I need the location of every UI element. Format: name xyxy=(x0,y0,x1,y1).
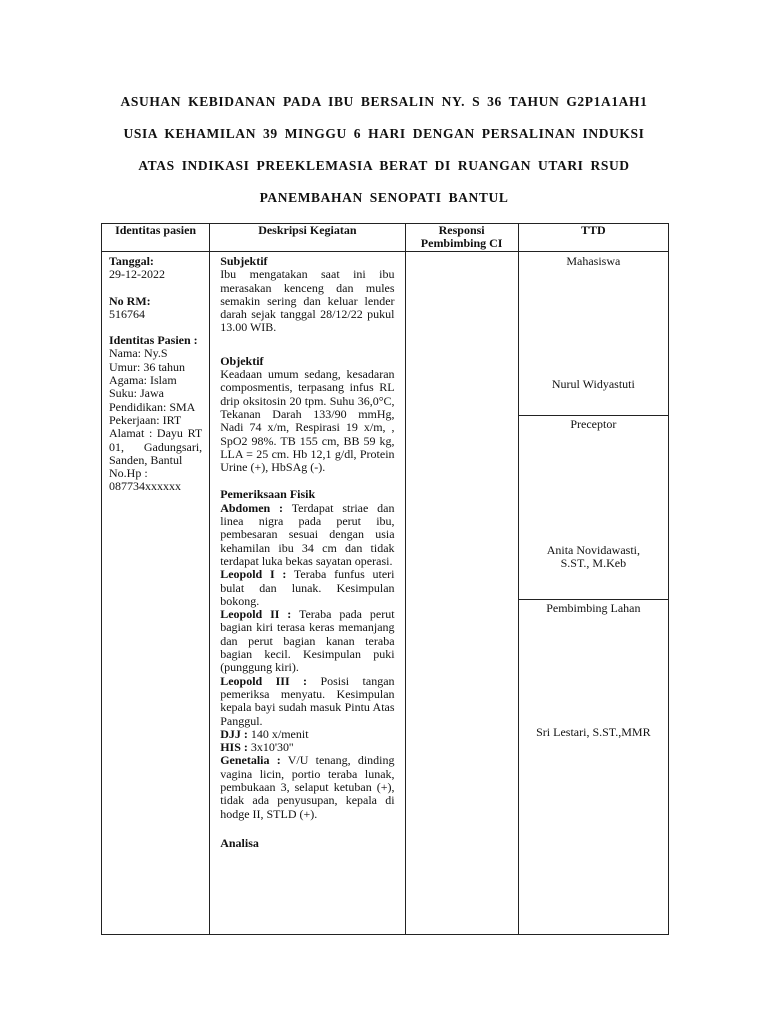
ttd-preceptor-block xyxy=(519,416,668,600)
norm-value: 516764 xyxy=(109,306,145,321)
doc-title-line-1: ASUHAN KEBIDANAN PADA IBU BERSALIN NY. S 36 TAHUN G2P1A1AH1 xyxy=(120,94,648,109)
nohp-value: 087734xxxxxx xyxy=(109,479,181,494)
leopold1-label: Leopold I : xyxy=(220,567,287,582)
umur-value: Umur: 36 tahun xyxy=(109,359,185,374)
leopold3-text: Posisi tangan pemeriksa menyatu. Kesimpulan kepala bayi sudah masuk Pintu Atas Panggul. xyxy=(220,673,395,728)
ttd-cell xyxy=(518,252,668,935)
ttd-role-pembimbing-lahan: Pembimbing Lahan xyxy=(546,601,641,615)
norm-label: No RM: xyxy=(109,293,151,308)
tanggal-label: Tanggal: xyxy=(109,254,154,268)
care-record-table xyxy=(101,223,669,935)
leopold1-text: Teraba funfus uteri bulat dan lunak. Kesimpulan bokong. xyxy=(220,567,395,608)
responsi-cell xyxy=(405,252,518,935)
genetalia-block xyxy=(220,754,394,820)
deskripsi-cell xyxy=(210,252,405,935)
leopold1-block xyxy=(220,568,394,608)
subjektif-label: Subjektif xyxy=(220,254,268,268)
leopold3-label: Leopold III : xyxy=(220,673,308,688)
objektif-label: Objektif xyxy=(220,353,264,368)
analisa-label: Analisa xyxy=(220,835,259,850)
his-label: HIS : xyxy=(220,740,248,755)
nohp-label: No.Hp : xyxy=(109,466,148,481)
tanggal-value: 29-12-2022 xyxy=(109,267,165,282)
subjektif-text: Ibu mengatakan saat ini ibu merasakan kenceng dan mules semakin sering dan keluar lender darah sejak tanggal 28/12/22 pukul 13.00 WIB. xyxy=(220,267,395,335)
leopold2-label: Leopold II : xyxy=(220,607,292,622)
djj-label: DJJ : xyxy=(220,726,248,741)
ttd-name-mahasiswa: Nurul Widyastuti xyxy=(551,377,635,391)
suku-value: Suku: Jawa xyxy=(109,386,164,401)
leopold2-block xyxy=(220,608,394,674)
ttd-name-preceptor xyxy=(519,544,668,571)
doc-title-line-3: ATAS INDIKASI PREEKLEMASIA BERAT DI RUANGAN UTARI RSUD xyxy=(138,158,630,173)
ttd-name-pembimbing-lahan: Sri Lestari, S.ST.,MMR xyxy=(536,725,651,739)
his-block xyxy=(220,741,394,754)
header-identitas: Identitas pasien xyxy=(102,224,210,252)
identitas-cell xyxy=(102,252,210,935)
pendidikan-value: Pendidikan: SMA xyxy=(109,399,196,414)
nama-value: Nama: Ny.S xyxy=(109,346,168,361)
header-deskripsi: Deskripsi Kegiatan xyxy=(210,224,405,252)
his-value: 3x10'30'' xyxy=(250,740,294,755)
genetalia-text: V/U tenang, dinding vagina licin, portio teraba lunak, pembukaan 3, selaput ketuban (+), tidak ada penyusupan, kepala di hodge II, STLD (+). xyxy=(220,753,395,821)
ttd-mahasiswa-block xyxy=(519,252,668,416)
abdomen-label: Abdomen : xyxy=(220,500,284,515)
agama-value: Agama: Islam xyxy=(109,373,177,388)
ttd-role-preceptor: Preceptor xyxy=(570,417,617,431)
ttd-name-preceptor-line2: S.ST., M.Keb xyxy=(560,556,627,571)
doc-title-line-4: PANEMBAHAN SENOPATI BANTUL xyxy=(259,190,509,205)
leopold3-block xyxy=(220,675,394,728)
alamat-value: Alamat : Dayu RT 01, Gadungsari, Sanden, Bantul xyxy=(109,426,203,467)
ttd-role-mahasiswa: Mahasiswa xyxy=(566,254,621,268)
abdomen-block xyxy=(220,502,394,568)
ttd-name-preceptor-line1: Anita Novidawasti, xyxy=(546,543,641,557)
pekerjaan-value: Pekerjaan: IRT xyxy=(109,412,182,427)
pemeriksaan-fisik-label: Pemeriksaan Fisik xyxy=(220,487,316,502)
doc-title-line-2: USIA KEHAMILAN 39 MINGGU 6 HARI DENGAN PERSALINAN INDUKSI xyxy=(123,126,645,141)
leopold2-text: Teraba pada perut bagian kiri terasa keras memanjang dan perut bagian kanan teraba bagian kecil. Kesimpulan puki (punggung kiri). xyxy=(220,607,395,675)
abdomen-text: Terdapat striae dan linea nigra pada perut ibu, pembesaran sesuai dengan usia kehamilan ibu 34 cm dan tidak terdapat luka bekas sayatan operasi. xyxy=(220,500,395,568)
djj-value: 140 x/menit xyxy=(250,726,309,741)
header-ttd: TTD xyxy=(518,224,668,252)
header-responsi: Responsi Pembimbing CI xyxy=(405,224,518,252)
djj-block xyxy=(220,728,394,741)
identitas-pasien-label: Identitas Pasien : xyxy=(109,333,198,348)
genetalia-label: Genetalia : xyxy=(220,753,281,768)
ttd-pembimbing-lahan-block xyxy=(519,600,668,900)
objektif-text: Keadaan umum sedang, kesadaran composmentis, terpasang infus RL drip oksitosin 20 tpm. Suhu 36,0°C, Tekanan Darah 133/90 mmHg, Nadi 74 x/m, Respirasi 19 x/m, , SpO2 98%. TB 155 cm, BB 59 kg, LLA = 25 cm. Hb 12,1 g/dl, Protein Urine (+), HbSAg (-). xyxy=(220,367,395,475)
